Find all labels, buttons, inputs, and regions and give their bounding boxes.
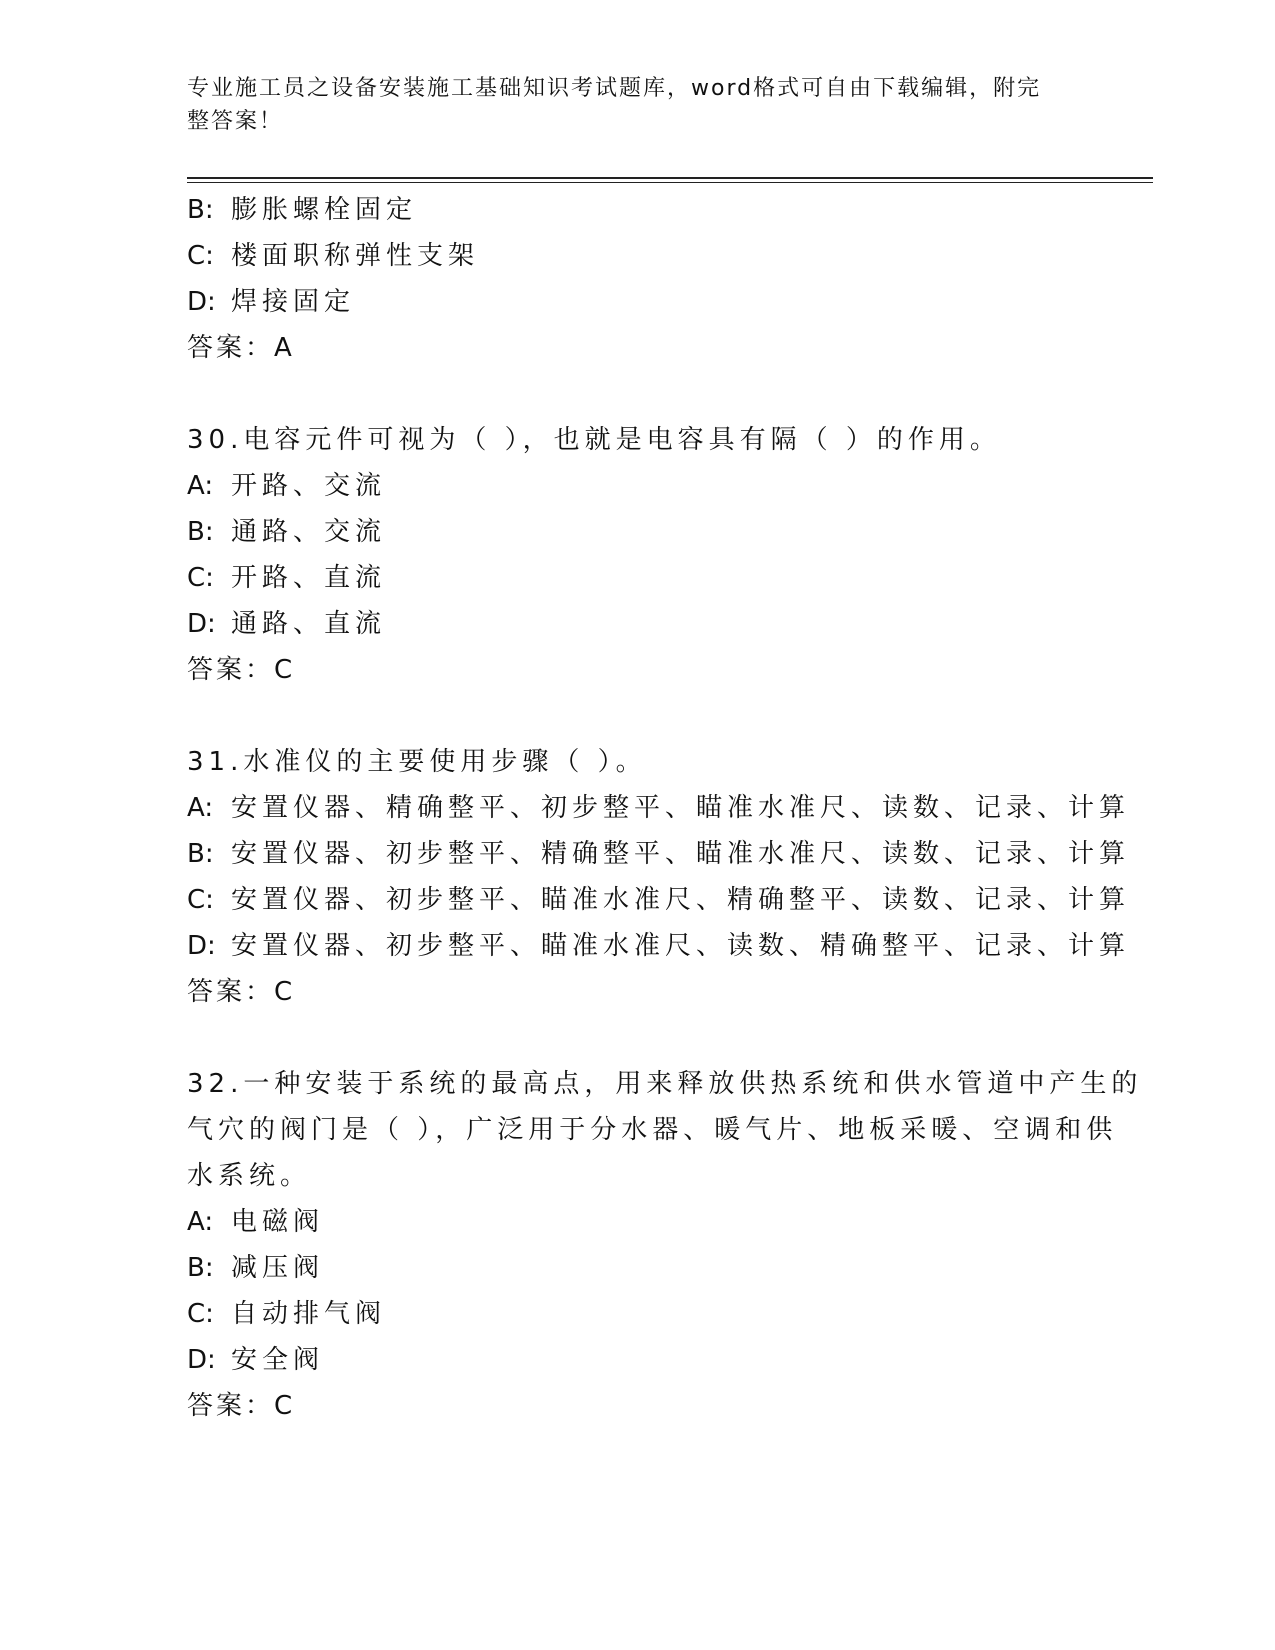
option-text: 膨胀螺栓固定	[231, 195, 418, 225]
question-text: 32.一种安装于系统的最高点，用来释放供热系统和供水管道中产生的	[187, 1069, 1143, 1099]
option-text: 开路、交流	[231, 471, 387, 501]
option-label: A:	[187, 793, 214, 823]
question-31	[187, 739, 1131, 1015]
option-text: 安置仪器、精确整平、初步整平、瞄准水准尺、读数、记录、计算	[231, 793, 1131, 823]
option-b	[187, 509, 1087, 555]
question-fragment	[187, 187, 1087, 371]
option-a	[187, 1199, 1087, 1245]
answer-line: 答案：C	[187, 1391, 296, 1421]
option-b	[187, 831, 1131, 877]
option-text: 楼面职称弹性支架	[231, 241, 480, 271]
option-text: 安置仪器、初步整平、精确整平、瞄准水准尺、读数、记录、计算	[231, 839, 1131, 869]
option-text: 安全阀	[231, 1345, 325, 1375]
option-label: B:	[187, 195, 214, 225]
option-label: C:	[187, 563, 214, 593]
option-c	[187, 877, 1131, 923]
header-divider-thin	[187, 182, 1153, 183]
answer-line: 答案：C	[187, 655, 296, 685]
option-d	[187, 601, 1087, 647]
option-text: 焊接固定	[231, 287, 356, 317]
document-header	[187, 72, 1067, 138]
option-d	[187, 279, 1087, 325]
option-text: 开路、直流	[231, 563, 387, 593]
question-text: 水系统。	[187, 1161, 312, 1191]
option-label: A:	[187, 471, 214, 501]
spacer	[187, 1015, 1087, 1061]
option-label: B:	[187, 839, 214, 869]
question-32	[187, 1061, 1143, 1429]
option-text: 安置仪器、初步整平、瞄准水准尺、精确整平、读数、记录、计算	[231, 885, 1131, 915]
option-label: D:	[187, 931, 216, 961]
option-a	[187, 463, 1087, 509]
option-text: 减压阀	[231, 1253, 325, 1283]
question-text: 气穴的阀门是（ ），广泛用于分水器、暖气片、地板采暖、空调和供	[187, 1115, 1118, 1145]
option-label: C:	[187, 1299, 214, 1329]
option-text: 安置仪器、初步整平、瞄准水准尺、读数、精确整平、记录、计算	[231, 931, 1131, 961]
header-line: 整答案！	[187, 109, 284, 134]
header-divider	[187, 177, 1153, 179]
answer-line: 答案：A	[187, 333, 295, 363]
spacer	[187, 371, 1087, 417]
spacer	[187, 693, 1087, 739]
option-d	[187, 1337, 1087, 1383]
option-label: D:	[187, 1345, 216, 1375]
option-c	[187, 555, 1087, 601]
option-text: 通路、直流	[231, 609, 387, 639]
option-label: C:	[187, 885, 214, 915]
option-label: D:	[187, 287, 216, 317]
question-text: 31.水准仪的主要使用步骤（ ）。	[187, 747, 647, 777]
option-b	[187, 1245, 1087, 1291]
option-text: 电磁阀	[231, 1207, 325, 1237]
option-label: D:	[187, 609, 216, 639]
question-list	[187, 187, 1143, 1429]
option-label: A:	[187, 1207, 214, 1237]
header-line: 专业施工员之设备安装施工基础知识考试题库，word格式可自由下载编辑，附完	[187, 76, 1042, 101]
option-d	[187, 923, 1131, 969]
option-label: C:	[187, 241, 214, 271]
option-label: B:	[187, 1253, 214, 1283]
option-text: 通路、交流	[231, 517, 387, 547]
option-a	[187, 785, 1131, 831]
option-c	[187, 233, 1087, 279]
option-label: B:	[187, 517, 214, 547]
question-text: 30.电容元件可视为（ ），也就是电容具有隔（ ）的作用。	[187, 425, 1001, 455]
option-b	[187, 187, 1087, 233]
option-text: 自动排气阀	[231, 1299, 387, 1329]
option-c	[187, 1291, 1087, 1337]
question-30	[187, 417, 1087, 693]
answer-line: 答案：C	[187, 977, 296, 1007]
